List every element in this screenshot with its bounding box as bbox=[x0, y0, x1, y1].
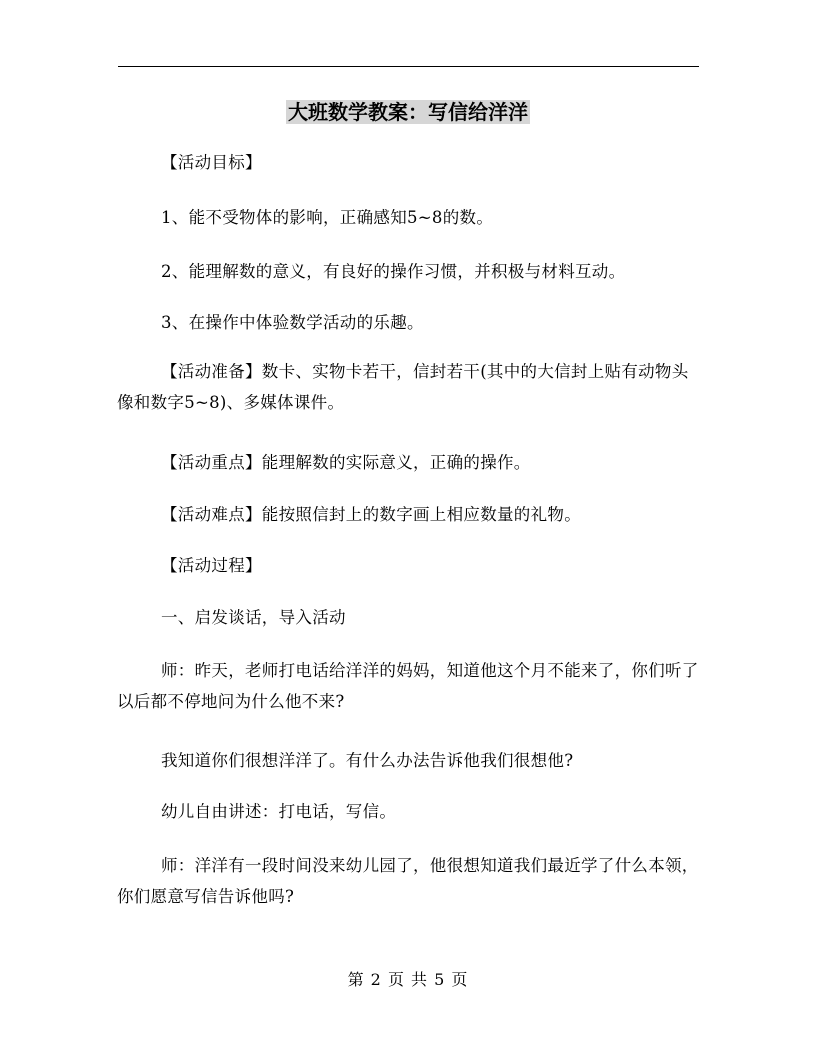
paragraph-section-1: 一、启发谈话，导入活动 bbox=[161, 608, 346, 627]
paragraph-teacher-2: 我知道你们很想洋洋了。有什么办法告诉他我们很想他? bbox=[161, 751, 574, 770]
paragraph-preparation: 【活动准备】数卡、实物卡若干，信封若干(其中的大信封上贴有动物头像和数字5~8)、多媒体课件。 bbox=[117, 362, 689, 412]
paragraph-children: 幼儿自由讲述：打电话，写信。 bbox=[161, 802, 397, 821]
document-title-text: 大班数学教案：写信给洋洋 bbox=[288, 100, 528, 124]
paragraph-activity-goals-heading: 【活动目标】 bbox=[161, 153, 262, 172]
paragraph-teacher-3: 师：洋洋有一段时间没来幼儿园了，他很想知道我们最近学了什么本领，你们愿意写信告诉他吗? bbox=[117, 856, 699, 906]
paragraph-key-point: 【活动重点】能理解数的实际意义，正确的操作。 bbox=[161, 453, 531, 472]
paragraph-difficulty: 【活动难点】能按照信封上的数字画上相应数量的礼物。 bbox=[161, 505, 581, 524]
page-footer: 第 2 页 共 5 页 bbox=[347, 970, 469, 989]
document-title bbox=[0, 97, 816, 127]
paragraph-teacher-1: 师：昨天，老师打电话给洋洋的妈妈，知道他这个月不能来了，你们听了以后都不停地问为什么他不来? bbox=[117, 661, 699, 711]
paragraph-goal-2: 2、能理解数的意义，有良好的操作习惯，并积极与材料互动。 bbox=[161, 262, 626, 281]
header-rule bbox=[118, 66, 699, 67]
paragraph-goal-1: 1、能不受物体的影响，正确感知5~8的数。 bbox=[161, 208, 494, 227]
paragraph-process-heading: 【活动过程】 bbox=[161, 556, 262, 575]
paragraph-goal-3: 3、在操作中体验数学活动的乐趣。 bbox=[161, 313, 424, 332]
